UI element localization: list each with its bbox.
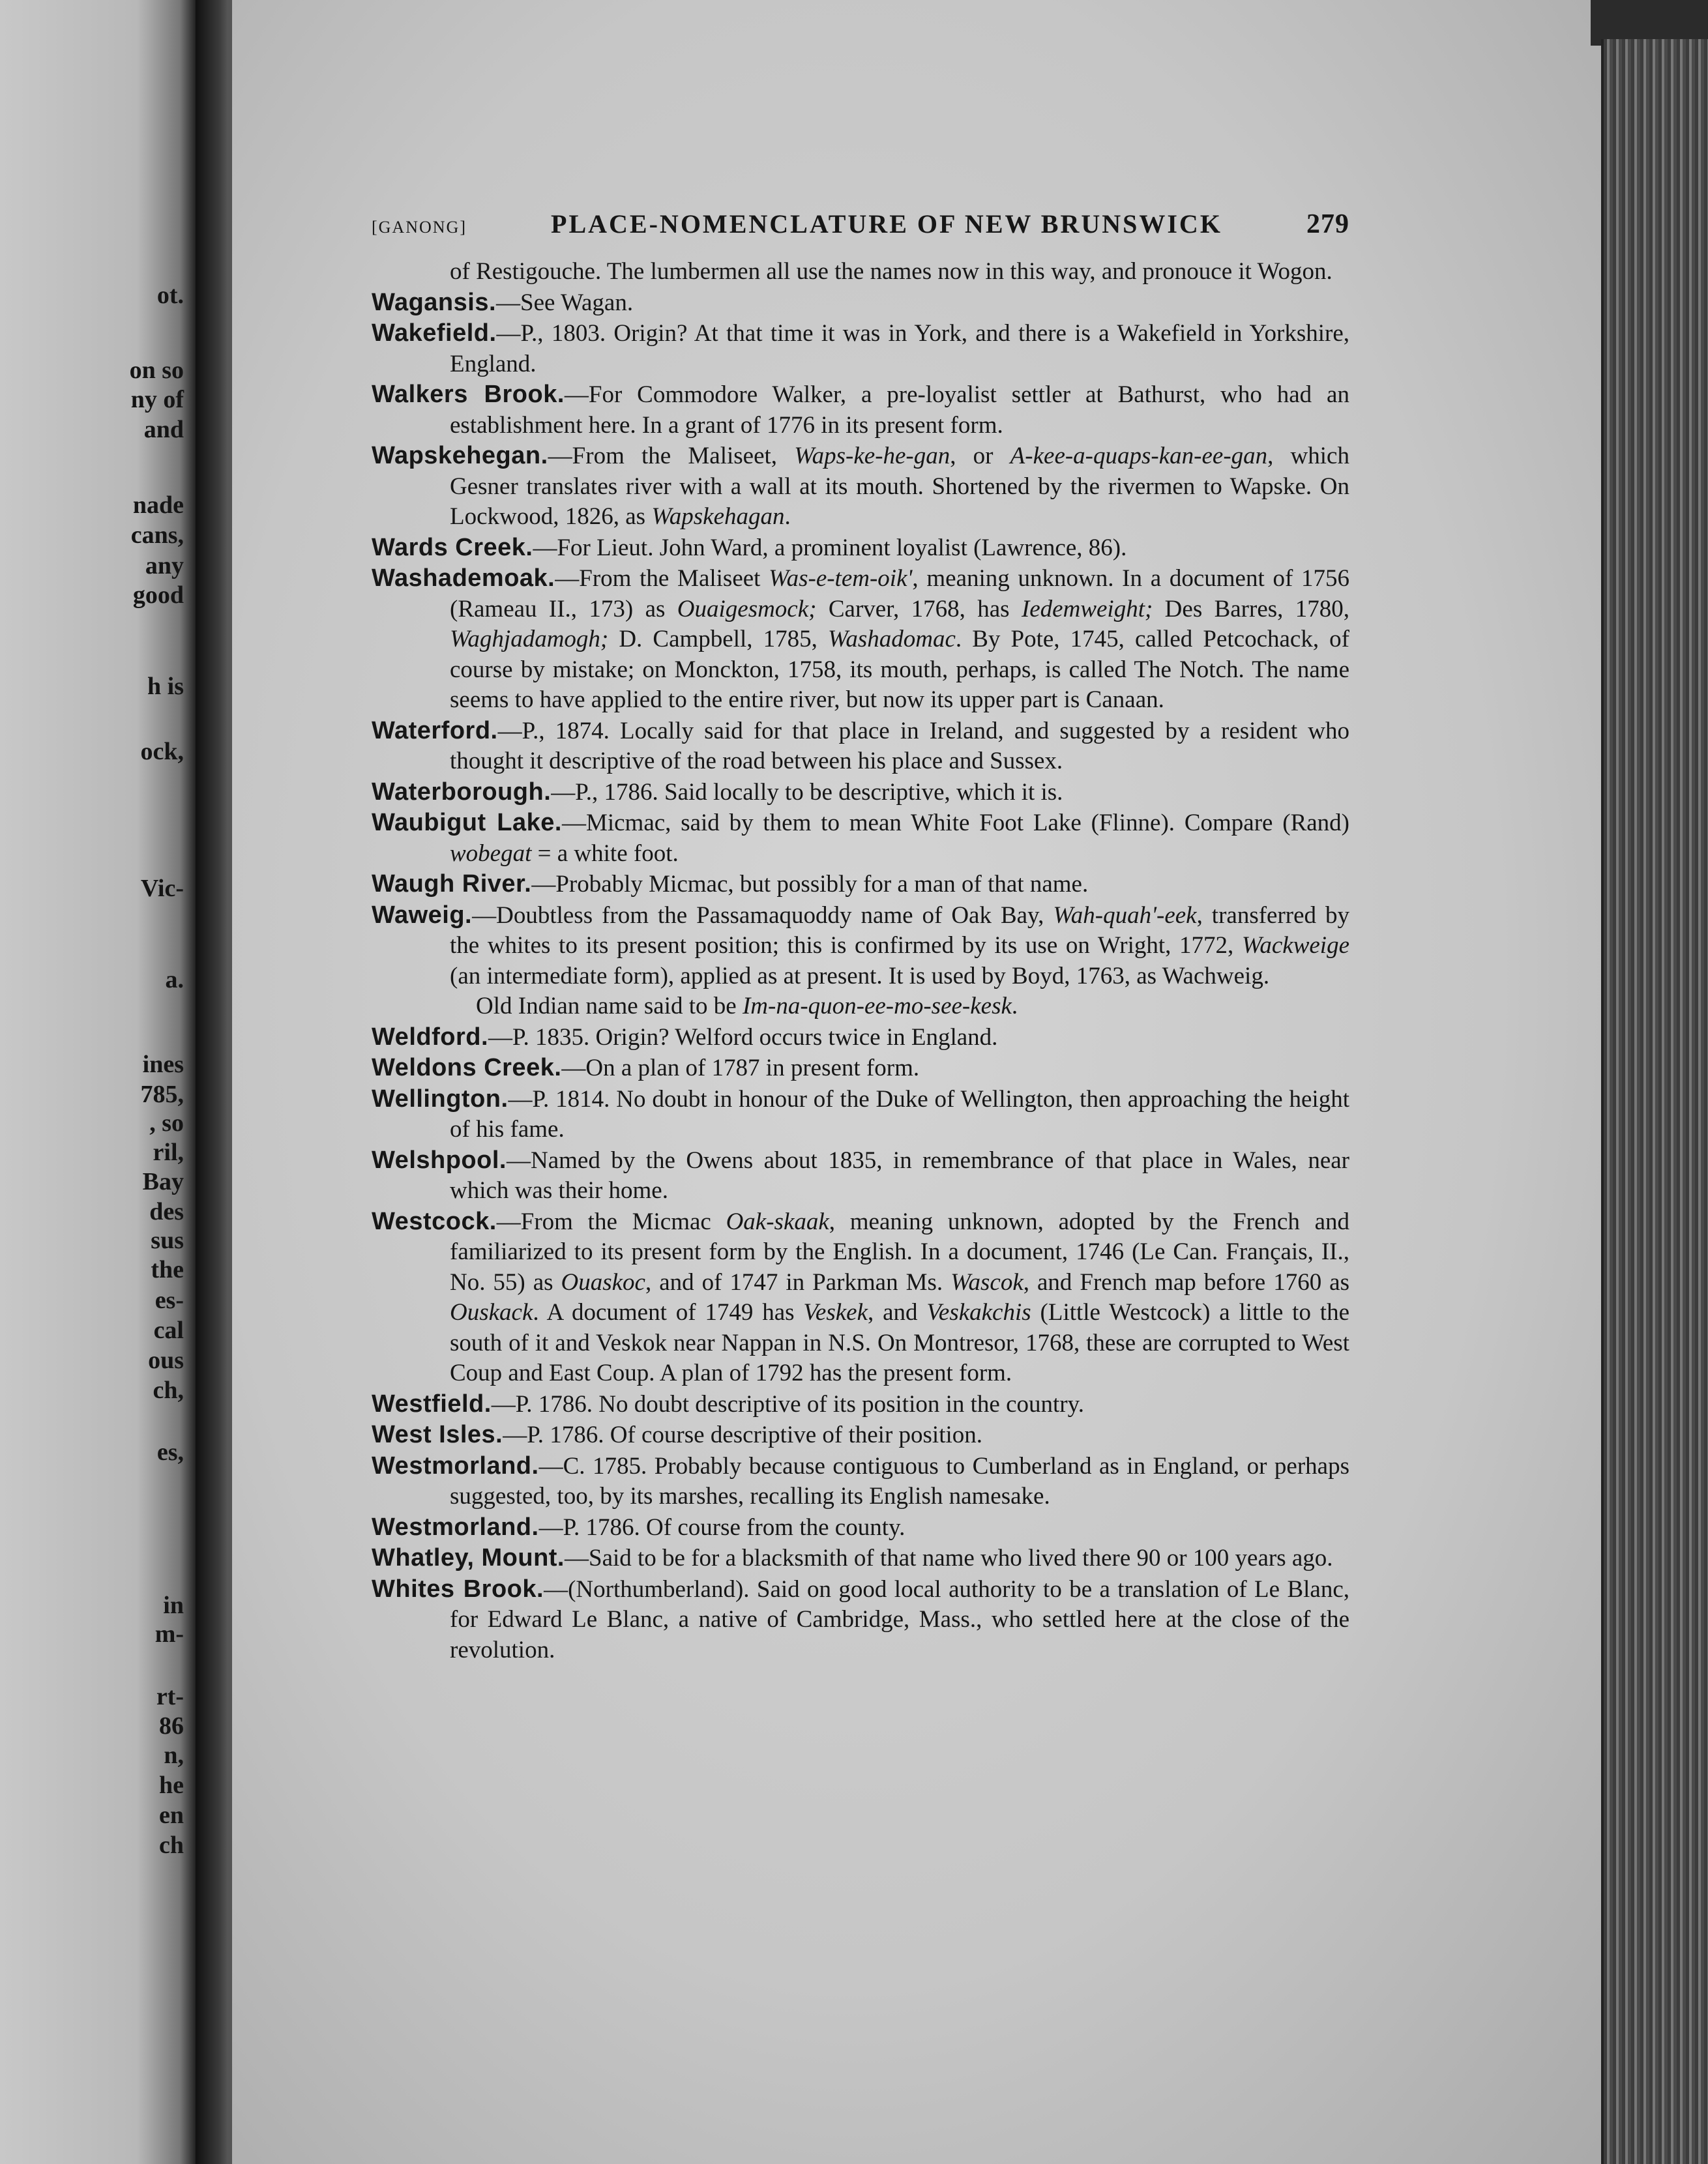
entry — [372, 441, 1349, 533]
entry-headword: Walkers Brook. — [372, 381, 565, 408]
entry-headword: Whatley, Mount. — [372, 1544, 565, 1572]
left-page-fragment: cal — [153, 1317, 184, 1344]
entry-text: —P. 1786. Of course descriptive of their position. — [503, 1422, 983, 1448]
book-page-edges — [1601, 39, 1708, 2164]
entry-headword: Wards Creek. — [372, 533, 533, 561]
entry-text: —Micmac, said by them to mean White Foot Lake (Flinne). Compare (Rand) — [561, 810, 1349, 836]
entry-headword: Waubigut Lake. — [372, 809, 562, 836]
entry-text: , meaning unknown. In a document of 1756 (Rameau II., 173) as — [450, 565, 1349, 622]
left-page-fragment: ock, — [140, 738, 184, 765]
entry — [372, 533, 1349, 564]
left-page-fragment: es- — [155, 1287, 184, 1314]
entry-headword: West Isles. — [372, 1421, 503, 1448]
left-page-fragment: nade — [132, 491, 184, 519]
entry-text: —From the Micmac — [496, 1208, 726, 1235]
entry-text: D. Campbell, 1785, — [608, 626, 828, 652]
entry-text: , or — [950, 443, 1010, 469]
entry-text: , meaning unknown, adopted by the French and familiarized to its present form by the English. In a document, 1746 (Le Can. Français, II., No. 55) as — [450, 1208, 1349, 1296]
gazetteer-entries — [372, 257, 1349, 1665]
entry-text: —Doubtless from the Passamaquoddy name of Oak Bay, — [472, 901, 1053, 929]
entry-headword: Wagansis. — [372, 288, 497, 316]
entry-headword: Whites Brook. — [372, 1575, 544, 1603]
entry-text: —Said to be for a blacksmith of that name who lived there 90 or 100 years ago. — [565, 1545, 1333, 1572]
entry-italic-name: Was-e-tem-oik' — [769, 565, 913, 592]
entry-italic-name: Wah-quah'-eek — [1053, 901, 1197, 929]
left-page-fragment: 785, — [140, 1081, 184, 1108]
entry-italic-name: Veskek — [803, 1299, 868, 1326]
left-page-fragment: m- — [155, 1620, 184, 1648]
entry-italic-name: Ouskack — [450, 1299, 533, 1326]
entry-text: —From the Maliseet — [555, 565, 769, 592]
entry-text: —P. 1814. No doubt in honour of the Duke of Wellington, then approaching the height of his fame. — [450, 1085, 1349, 1143]
entry — [372, 1512, 1349, 1543]
entry-text: —Named by the Owens about 1835, in remembrance of that place in Wales, near which was their home. — [450, 1147, 1349, 1204]
entry-headword: Westmorland. — [372, 1513, 539, 1541]
entry-headword: Wellington. — [372, 1085, 508, 1113]
entry-italic-name: Veskakchis — [926, 1299, 1031, 1326]
entry-continuation — [372, 257, 1349, 287]
entry-text: , and French map before 1760 as — [1023, 1268, 1349, 1296]
left-page-fragment: he — [159, 1772, 184, 1799]
entry-text: —C. 1785. Probably because contiguous to Cumberland as in England, or perhaps suggested, too, by its marshes, recalling its English namesake. — [450, 1452, 1349, 1510]
entry — [372, 1053, 1349, 1084]
entry-italic-name: Ouaskoc — [561, 1268, 645, 1296]
entry — [372, 1543, 1349, 1574]
entry-text: . A document of 1749 has — [533, 1299, 804, 1326]
entry-headword: Washademoak. — [372, 564, 555, 592]
entry-text: —For Lieut. John Ward, a prominent loyalist (Lawrence, 86). — [533, 534, 1127, 561]
entry-italic-name: Wascok — [950, 1268, 1023, 1296]
entry-headword: Waterborough. — [372, 778, 552, 806]
entry-text: = a white foot. — [531, 840, 679, 867]
entry — [372, 563, 1349, 716]
entry — [372, 1574, 1349, 1666]
entry-headword: Waterford. — [372, 716, 498, 744]
left-page-fragment: n, — [164, 1742, 184, 1769]
left-page-fragment: any — [145, 552, 184, 579]
left-page-fragment: Bay — [142, 1168, 184, 1195]
entry — [372, 1206, 1349, 1389]
entry — [372, 716, 1349, 777]
entry-text: —From the Maliseet, — [548, 443, 795, 469]
left-page-fragment: a. — [165, 966, 184, 993]
entry-text: —P. 1786. Of course from the county. — [538, 1513, 906, 1541]
entry-text: (Little Westcock) a little to the south of it and Veskok near Nappan in N.S. On Montresor, 1768, these are corrupted to West Coup and East Coup. A plan of 1792 has the present form. — [450, 1299, 1350, 1386]
entry-italic-name: Oak-skaak — [726, 1208, 829, 1235]
entry — [372, 777, 1349, 808]
entry-text: —See Wagan. — [496, 289, 634, 316]
entry-italic-name: Iedemweight; — [1021, 595, 1153, 622]
entry-continuation — [372, 991, 1349, 1022]
left-page-fragment: ines — [142, 1051, 184, 1078]
entry-text: —P. 1786. No doubt descriptive of its position in the country. — [491, 1390, 1084, 1418]
entry-text: —(Northumberland). Said on good local authority to be a translation of Le Blanc, for Edward Le Blanc, a native of Cambridge, Mass., who settled here at the close of the revolution. — [450, 1575, 1349, 1663]
entry-text: , which Gesner translates river with a wall at its mouth. Shortened by the rivermen to Wapske. On Lockwood, 1826, as — [450, 443, 1349, 530]
left-page-fragment: en — [159, 1802, 184, 1829]
entry-text: Carver, 1768, has — [816, 595, 1022, 622]
left-page-edge — [0, 0, 196, 2164]
entry-text: Des Barres, 1780, — [1153, 595, 1349, 622]
entry — [372, 1022, 1349, 1053]
left-page-fragment: good — [132, 581, 184, 609]
entry — [372, 1389, 1349, 1420]
entry-headword: Wakefield. — [372, 319, 497, 347]
left-page-fragment: sus — [151, 1227, 184, 1254]
entry-italic-name: Ouaigesmock; — [677, 595, 817, 622]
left-page-fragment: 86 — [159, 1712, 184, 1740]
left-page-fragment: , so — [149, 1109, 184, 1137]
entry-headword: Waweig. — [372, 901, 473, 929]
entry-text: —P., 1874. Locally said for that place in Ireland, and suggested by a resident who thought it descriptive of the road between his place and Sussex. — [450, 717, 1349, 774]
entry-text: —For Commodore Walker, a pre-loyalist settler at Bathurst, who had an establishment here. In a grant of 1776 in its present form. — [450, 381, 1349, 439]
entry-italic-name: Wapskehagan — [651, 503, 785, 530]
entry-headword: Westmorland. — [372, 1452, 539, 1480]
entry-text: , and — [868, 1299, 927, 1326]
entry-italic-name: Washadomac — [827, 626, 956, 652]
left-page-fragment: es, — [156, 1439, 184, 1466]
left-page-fragment: ot. — [156, 282, 184, 309]
entry — [372, 287, 1349, 319]
entry-text: —Probably Micmac, but possibly for a man of that name. — [531, 871, 1089, 898]
entry-headword: Wapskehegan. — [372, 442, 548, 469]
left-page-fragment: ny of — [130, 386, 184, 413]
entry-italic-name: wobegat — [450, 840, 532, 867]
left-page-fragment: ch — [159, 1832, 184, 1859]
entry-text: . — [1011, 993, 1018, 1019]
entry — [372, 1451, 1349, 1512]
page-number: 279 — [1306, 209, 1349, 239]
entry — [372, 1145, 1349, 1206]
entry-text: , and of 1747 in Parkman Ms. — [645, 1268, 951, 1296]
left-page-fragment: in — [163, 1592, 184, 1619]
left-page-fragment: des — [149, 1198, 184, 1225]
entry-headword: Welshpool. — [372, 1146, 507, 1174]
entry-headword: Westcock. — [372, 1207, 497, 1235]
left-page-fragment: h is — [147, 673, 184, 700]
left-page-fragment: cans, — [130, 521, 184, 549]
entry — [372, 1420, 1349, 1451]
entry-text: —On a plan of 1787 in present form. — [561, 1055, 920, 1081]
left-page-fragment: the — [151, 1256, 184, 1283]
entry-text: Old Indian name said to be — [476, 993, 743, 1019]
left-page-fragment: ril, — [153, 1139, 184, 1166]
running-head-author: [GANONG] — [372, 218, 467, 237]
left-page-fragment: on so — [129, 357, 184, 384]
entry-italic-name: Waps-ke-he-gan — [794, 443, 950, 469]
entry-text: , transferred by the whites to its present position; this is confirmed by its use on Wright, 1772, — [450, 901, 1349, 959]
entry — [372, 1084, 1349, 1145]
entry-text: of Restigouche. The lumbermen all use the names now in this way, and pronouce it Wogon. — [450, 258, 1333, 285]
running-head-title: PLACE-NOMENCLATURE OF NEW BRUNSWICK — [551, 209, 1222, 239]
entry-italic-name: Waghjadamogh; — [450, 626, 609, 652]
entry — [372, 318, 1349, 379]
entry-text: —P., 1786. Said locally to be descriptive, which it is. — [551, 778, 1063, 806]
entry-headword: Waugh River. — [372, 870, 532, 898]
entry — [372, 379, 1349, 441]
entry-text: —P. 1835. Origin? Welford occurs twice in England. — [488, 1023, 998, 1051]
entry-headword: Westfield. — [372, 1390, 492, 1418]
entry-italic-name: Im-na-quon-ee-mo-see-kesk — [742, 993, 1012, 1019]
entry — [372, 900, 1349, 992]
entry-italic-name: Wackweige — [1241, 932, 1349, 959]
entry-headword: Weldford. — [372, 1023, 489, 1051]
entry-italic-name: A-kee-a-quaps-kan-ee-gan — [1010, 443, 1268, 469]
entry — [372, 808, 1349, 869]
entry-headword: Weldons Creek. — [372, 1054, 562, 1081]
left-page-fragment: rt- — [156, 1683, 184, 1710]
entry-text: . — [784, 503, 791, 530]
left-page-fragment: and — [143, 416, 184, 443]
entry-text: (an intermediate form), applied as at present. It is used by Boyd, 1763, as Wachweig. — [450, 962, 1270, 989]
running-head — [372, 209, 1349, 240]
entry-text: —P., 1803. Origin? At that time it was in York, and there is a Wakefield in Yorkshire, England. — [450, 320, 1349, 377]
left-page-fragment: ous — [148, 1347, 184, 1374]
left-page-fragment: ch, — [153, 1377, 184, 1404]
entry — [372, 869, 1349, 900]
page-content — [372, 209, 1349, 1665]
entry-text: . By Pote, 1745, called Petcochack, of course by mistake; on Monckton, 1758, its mouth, perhaps, is called The Notch. The name seems to have applied to the entire river, but now its upper part is Canaan. — [450, 626, 1349, 713]
left-page-fragment: Vic- — [140, 875, 184, 902]
